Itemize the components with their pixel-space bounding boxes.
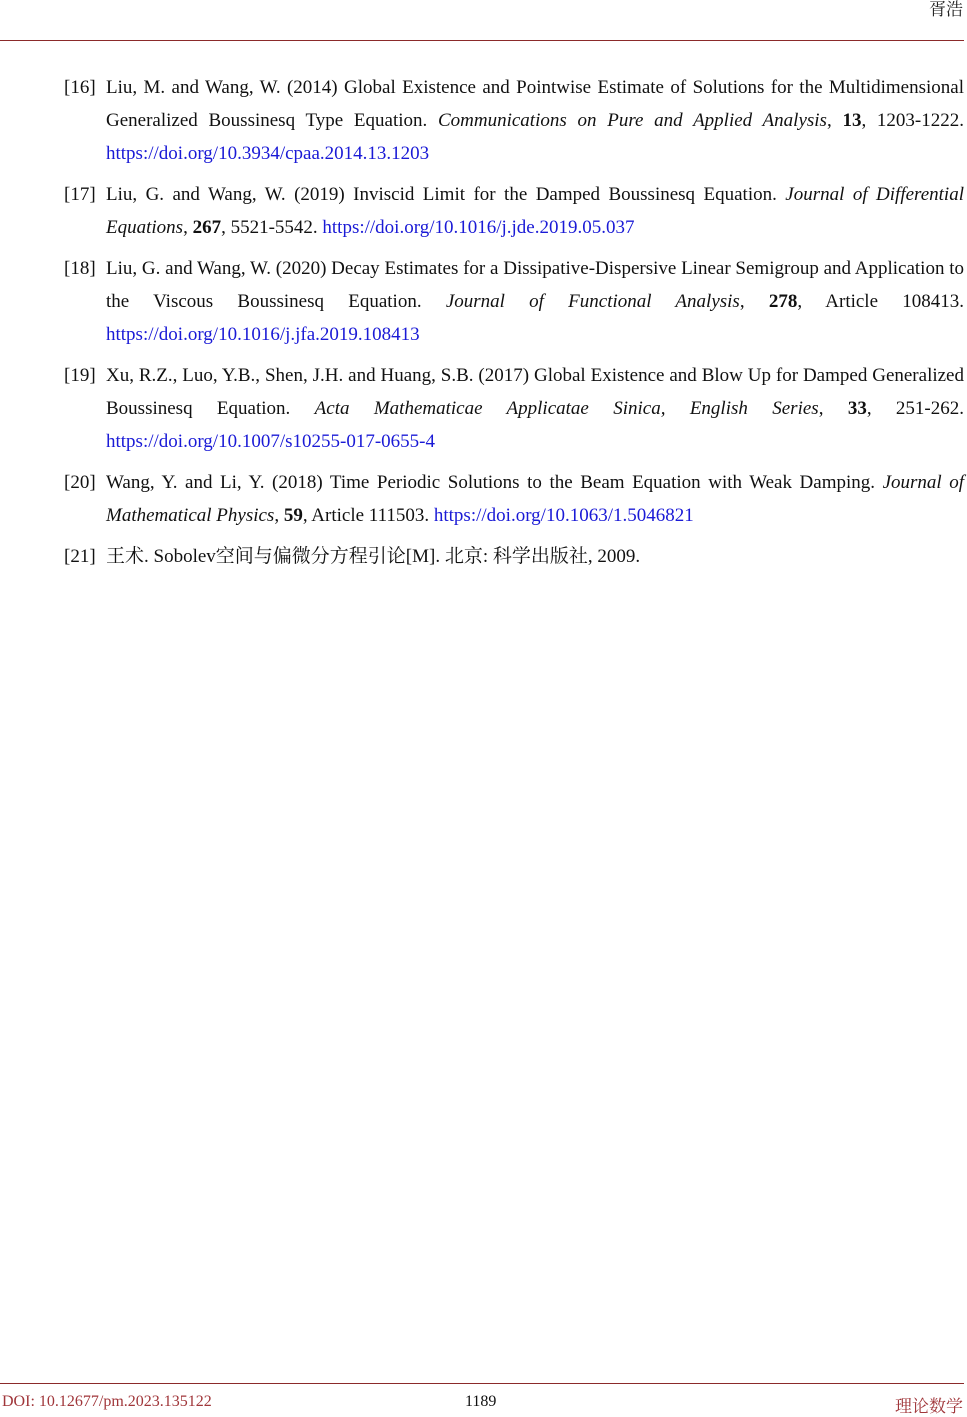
page-number: 1189 [465,1393,497,1410]
reference-journal: Communications on Pure and Applied Analysis [437,110,827,131]
reference-sep: , [818,398,848,419]
reference-authors-title: Liu, G. and Wang, W. (2020) Decay Estimates for a Dissipative-Dispersive Linear Semigroup and Application to the Viscous Boussinesq Equation. [106,258,964,312]
reference-number: [18] [64,258,96,279]
reference-text [106,71,964,170]
reference-journal: Acta Mathematicae Applicatae Sinica, English Series [314,398,819,419]
reference-pages: , 251-262. [866,398,965,419]
reference-volume: 13 [842,110,862,131]
reference-item [64,466,964,532]
reference-authors-title: 王术. Sobolev空间与偏微分方程引论[M]. 北京: 科学出版社, 2009. [106,546,641,567]
reference-number: [21] [64,546,96,567]
reference-text [106,359,964,458]
reference-item [64,540,964,573]
reference-item [64,71,964,170]
reference-sep: , [739,291,769,312]
reference-doi-link[interactable]: https://doi.org/10.1007/s10255-017-0655-4 [106,431,435,452]
reference-number: [16] [64,77,96,98]
reference-sep: , [826,110,843,131]
reference-pages: , 1203-1222. [861,110,964,131]
reference-volume: 33 [847,398,867,419]
reference-journal: Journal of Functional Analysis [445,291,740,312]
reference-doi-link[interactable]: https://doi.org/10.1016/j.jfa.2019.108413 [106,324,420,345]
reference-number: [17] [64,184,96,205]
reference-pages: , 5521-5542. [221,217,323,238]
reference-authors-title: Wang, Y. and Li, Y. (2018) Time Periodic Solutions to the Beam Equation with Weak Damping. [106,472,883,493]
reference-volume: 267 [192,217,222,238]
reference-volume: 278 [768,291,798,312]
reference-doi-link[interactable]: https://doi.org/10.1016/j.jde.2019.05.037 [322,217,635,238]
reference-pages: , Article 111503. [302,505,434,526]
reference-sep: , [274,505,284,526]
reference-item [64,252,964,351]
reference-authors-title: Xu, R.Z., Luo, Y.B., Shen, J.H. and Huang, S.B. (2017) Global Existence and Blow Up for Damped Generalized Boussinesq Equation. [106,365,964,419]
reference-number: [20] [64,472,96,493]
reference-doi-link[interactable]: https://doi.org/10.1063/1.5046821 [433,505,694,526]
reference-item [64,178,964,244]
reference-journal: Journal of Mathematical Physics [106,472,964,526]
reference-text [106,178,964,244]
footer-rule [0,1383,964,1384]
reference-pages: , Article 108413. [797,291,965,312]
reference-text [106,466,964,532]
reference-authors-title: Liu, M. and Wang, W. (2014) Global Existence and Pointwise Estimate of Solutions for the Multidimensional Generalized Boussinesq Type Equation. [106,77,964,131]
running-head-author: 胥浩 [929,0,963,19]
reference-list [64,71,964,581]
reference-volume: 59 [283,505,303,526]
header-rule [0,40,964,41]
reference-authors-title: Liu, G. and Wang, W. (2019) Inviscid Limit for the Damped Boussinesq Equation. [106,184,786,205]
reference-sep: , [183,217,193,238]
reference-doi-link[interactable]: https://doi.org/10.3934/cpaa.2014.13.1203 [106,143,430,164]
reference-item [64,359,964,458]
footer-journal-name: 理论数学 [895,1397,963,1416]
footer-doi: DOI: 10.12677/pm.2023.135122 [2,1393,212,1410]
reference-journal: Journal of Differential Equations [106,184,964,238]
reference-text [106,540,964,573]
reference-text [106,252,964,351]
reference-number: [19] [64,365,96,386]
